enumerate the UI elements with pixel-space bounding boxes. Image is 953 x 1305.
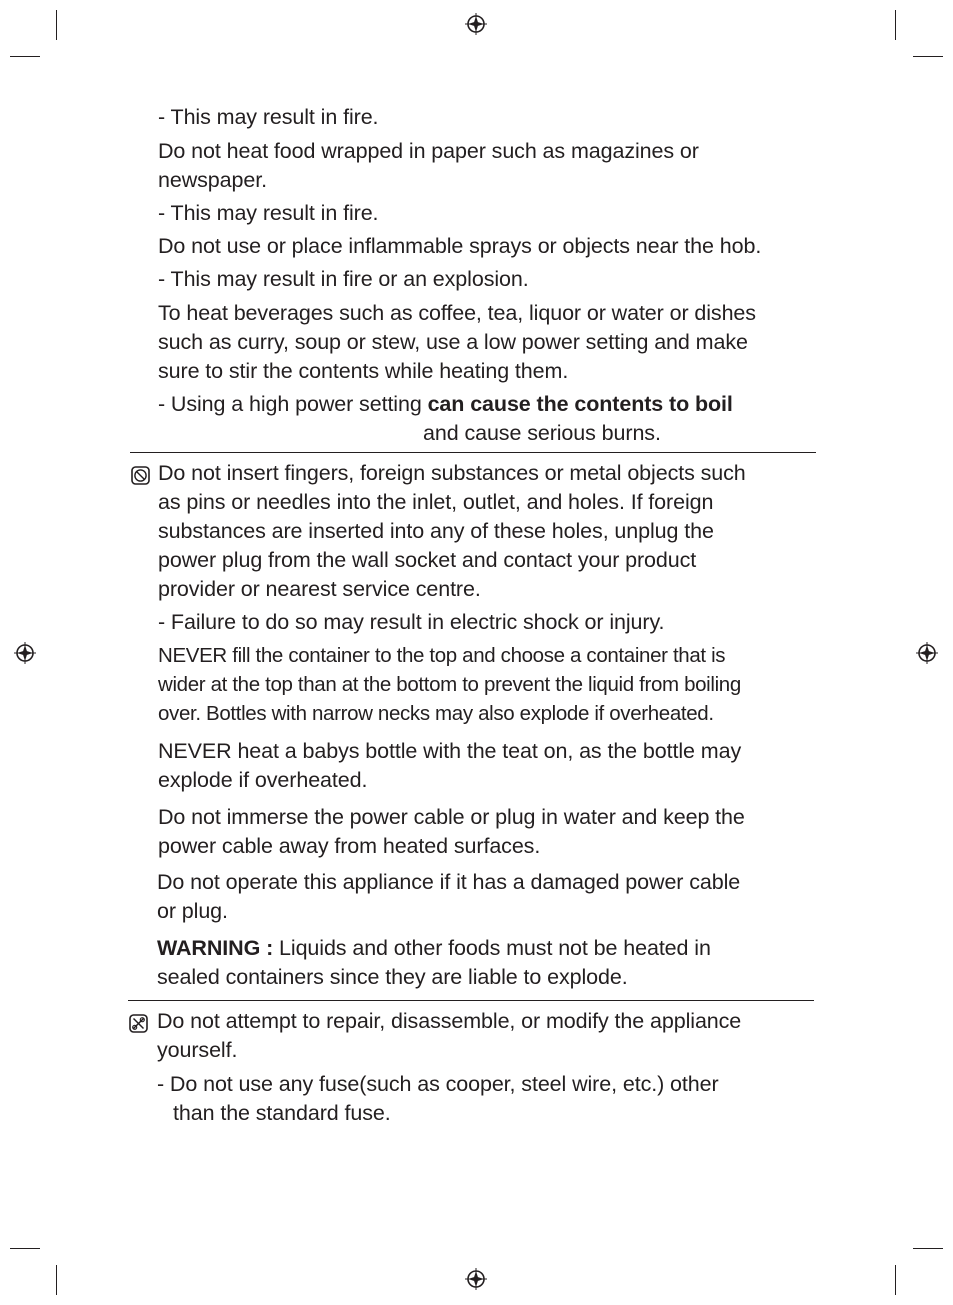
warning-statement: sealed containers since they are liable to explode. [157,965,628,989]
bullet-consequence: - Failure to do so may result in electric shock or injury. [158,610,665,634]
safety-instruction: To heat beverages such as coffee, tea, liquor or water or dishes [158,301,756,325]
registration-mark-icon [14,642,36,664]
crop-mark [56,1265,57,1295]
safety-instruction: newspaper. [158,168,267,192]
safety-instruction: Do not heat food wrapped in paper such as magazines or [158,139,699,163]
safety-instruction: Do not immerse the power cable or plug in water and keep the [158,805,745,829]
bullet-consequence [158,390,733,419]
safety-instruction: Do not operate this appliance if it has a damaged power cable [157,870,741,894]
safety-instruction: power plug from the wall socket and contact your product [158,548,697,572]
crop-mark [56,10,57,40]
registration-mark-icon [916,642,938,664]
warning-text: Liquids and other foods must not be heated in [273,936,711,960]
safety-instruction: Do not insert fingers, foreign substances or metal objects such [158,461,746,485]
emphasis-text: can cause the contents to boil [427,392,733,416]
safety-instruction: such as curry, soup or stew, use a low power setting and make [158,330,748,354]
consequence-text: - Using a high power setting [158,392,428,416]
safety-instruction: over. Bottles with narrow necks may also explode if overheated. [158,702,714,725]
safety-instruction: or plug. [157,899,228,923]
registration-mark-icon [465,1268,487,1290]
crop-mark [10,56,40,57]
safety-instruction: power cable away from heated surfaces. [158,834,541,858]
warning-label: WARNING : [157,936,274,960]
safety-instruction: NEVER fill the container to the top and choose a container that is [158,644,726,667]
bullet-consequence: and cause serious burns. [423,421,661,445]
safety-instruction: as pins or needles into the inlet, outlet, and holes. If foreign [158,490,714,514]
bullet-consequence: than the standard fuse. [173,1101,391,1125]
section-divider [128,1000,814,1001]
section-divider [130,452,816,453]
no-disassembly-icon [129,1014,148,1033]
registration-mark-icon [465,13,487,35]
safety-instruction: explode if overheated. [158,768,368,792]
safety-instruction: yourself. [157,1038,238,1062]
safety-instruction: sure to stir the contents while heating them. [158,359,569,383]
safety-instruction: provider or nearest service centre. [158,577,481,601]
warning-statement [157,934,711,963]
safety-instruction: wider at the top than at the bottom to prevent the liquid from boiling [158,673,741,696]
crop-mark [895,10,896,40]
crop-mark [895,1265,896,1295]
bullet-consequence: - This may result in fire. [158,201,379,225]
crop-mark [913,56,943,57]
bullet-consequence: - This may result in fire. [158,105,379,129]
safety-instruction: NEVER heat a babys bottle with the teat on, as the bottle may [158,739,742,763]
prohibited-icon [131,466,150,485]
safety-instruction: substances are inserted into any of these holes, unplug the [158,519,714,543]
safety-instruction: Do not use or place inflammable sprays or objects near the hob. [158,234,762,258]
bullet-consequence: - Do not use any fuse(such as cooper, steel wire, etc.) other [157,1072,719,1096]
safety-instruction: Do not attempt to repair, disassemble, or modify the appliance [157,1009,742,1033]
crop-mark [913,1248,943,1249]
crop-mark [10,1248,40,1249]
bullet-consequence: - This may result in fire or an explosion. [158,267,529,291]
